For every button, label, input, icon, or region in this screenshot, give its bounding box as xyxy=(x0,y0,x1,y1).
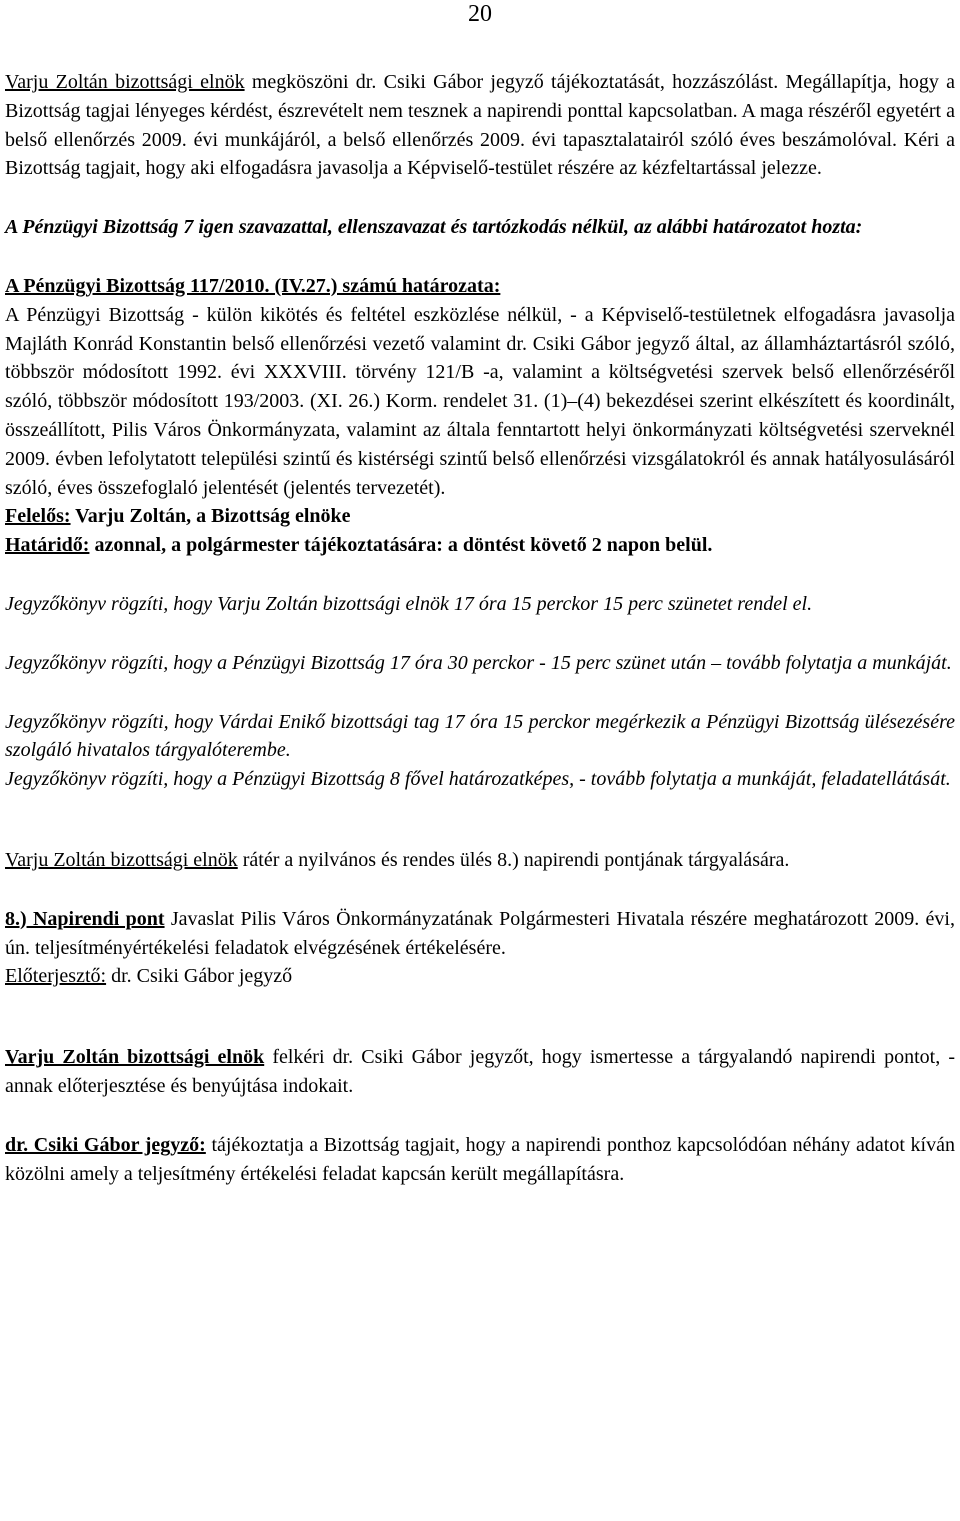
agenda-label: 8.) Napirendi pont xyxy=(5,907,165,930)
responsible-value: Varju Zoltán, a Bizottság elnöke xyxy=(70,505,351,528)
presenter-label: Előterjesztő: xyxy=(5,965,107,988)
speaker-name: dr. Csiki Gábor jegyző: xyxy=(5,1133,206,1156)
speaker-name: Varju Zoltán bizottsági elnök xyxy=(5,1046,265,1069)
transition-paragraph xyxy=(5,846,955,875)
minutes-note: Jegyzőkönyv rögzíti, hogy Varju Zoltán bizottsági elnök 17 óra 15 perckor 15 perc szünetet rendel el. xyxy=(5,592,813,615)
agenda-text: Javaslat Pilis Város Önkormányzatának Polgármesteri Hivatala részére meghatározott 2009. évi, ún. teljesítményértékelési feladatok elvégzésének értékelésére. xyxy=(5,907,955,959)
presenter-line xyxy=(5,962,955,991)
paragraph-text: felkéri dr. Csiki Gábor jegyzőt, hogy ismertesse a tárgyalandó napirendi pontot, - annak előterjesztése és benyújtása indokait. xyxy=(5,1046,955,1097)
clerk-paragraph xyxy=(5,1131,955,1189)
minutes-note: Jegyzőkönyv rögzíti, hogy Várdai Enikő bizottsági tag 17 óra 15 perckor megérkezik a Pénzügyi Bizottság ülésezésére szolgáló hivatalos tárgyalóterembe. xyxy=(5,710,955,762)
paragraph-text: megköszöni dr. Csiki Gábor jegyző tájékoztatását, hozzászólást. Megállapítja, hogy a Bizottság tagjai lényeges kérdést, észrevételt nem tesznek a napirendi ponttal kapcsolatban. A maga részéről egyetért a belső ellenőrzés 2009. évi munkájáról, a belső ellenőrzés 2009. évi tapasztalatairól szóló éves beszámolóval. Kéri a Bizottság tagjait, hogy aki elfogadásra javasolja a Képviselő-testület részére az kézfeltartással jelezze. xyxy=(5,71,955,180)
deadline-value: azonnal, a polgármester tájékoztatására: a döntést követő 2 napon belül. xyxy=(89,534,713,557)
document-body xyxy=(5,68,955,1188)
chair-statement-paragraph xyxy=(5,68,955,183)
request-paragraph xyxy=(5,1043,955,1101)
vote-result: A Pénzügyi Bizottság 7 igen szavazattal, ellenszavazat és tartózkodás nélkül, az alábbi határozatot hozta: xyxy=(5,216,863,239)
speaker-name: Varju Zoltán bizottsági elnök xyxy=(5,71,245,93)
resolution-deadline xyxy=(5,531,955,560)
paragraph-text: tájékoztatja a Bizottság tagjait, hogy a napirendi ponthoz kapcsolódóan néhány adatot kíván közölni amely a teljesítmény értékelési feladat kapcsán került megállapításra. xyxy=(5,1133,955,1185)
resolution-body: A Pénzügyi Bizottság - külön kikötés és feltétel eszközlése nélkül, - a Képviselő-testületnek elfogadásra javasolja Majláth Konrád Konstantin belső ellenőrzési vezető valamint dr. Csiki Gábor jegyző által, az államháztartásról szóló, többször módosított 1992. évi XXXVIII. törvény 121/B -a, valamint a költségvetési szervek belső ellenőrzéséről szóló, többször módosított 193/2003. (XI. 26.) Korm. rendelet 31. (1)–(4) bekezdései szerint elkészített és koordinált, összeállított, Pilis Város Önkormányzata, valamint az általa fenntartott helyi önkormányzati költségvetési szerveknél 2009. évben lefolytatott települési szintű és kistérségi szintű belső ellenőrzési vizsgálatokról és annak hatályosulásáról szóló, éves összefoglaló jelentését (jelentés tervezetét). xyxy=(5,303,955,499)
resolution-responsible xyxy=(5,502,955,531)
paragraph-text: rátér a nyilvános és rendes ülés 8.) napirendi pontjának tárgyalására. xyxy=(237,848,790,871)
agenda-item xyxy=(5,905,955,963)
speaker-name: Varju Zoltán bizottsági elnök xyxy=(5,848,238,871)
resolution-title: A Pénzügyi Bizottság 117/2010. (IV.27.) számú határozata: xyxy=(5,274,501,297)
presenter-value: dr. Csiki Gábor jegyző xyxy=(106,965,293,988)
deadline-label: Határidő: xyxy=(5,534,90,557)
minutes-note: Jegyzőkönyv rögzíti, hogy a Pénzügyi Bizottság 17 óra 30 perckor - 15 perc szünet után – tovább folytatja a munkáját. xyxy=(5,651,952,674)
page-number: 20 xyxy=(468,1,492,27)
minutes-note: Jegyzőkönyv rögzíti, hogy a Pénzügyi Bizottság 8 fővel határozatképes, - tovább folytatja a munkáját, feladatellátását. xyxy=(5,768,951,791)
responsible-label: Felelős: xyxy=(5,505,71,528)
